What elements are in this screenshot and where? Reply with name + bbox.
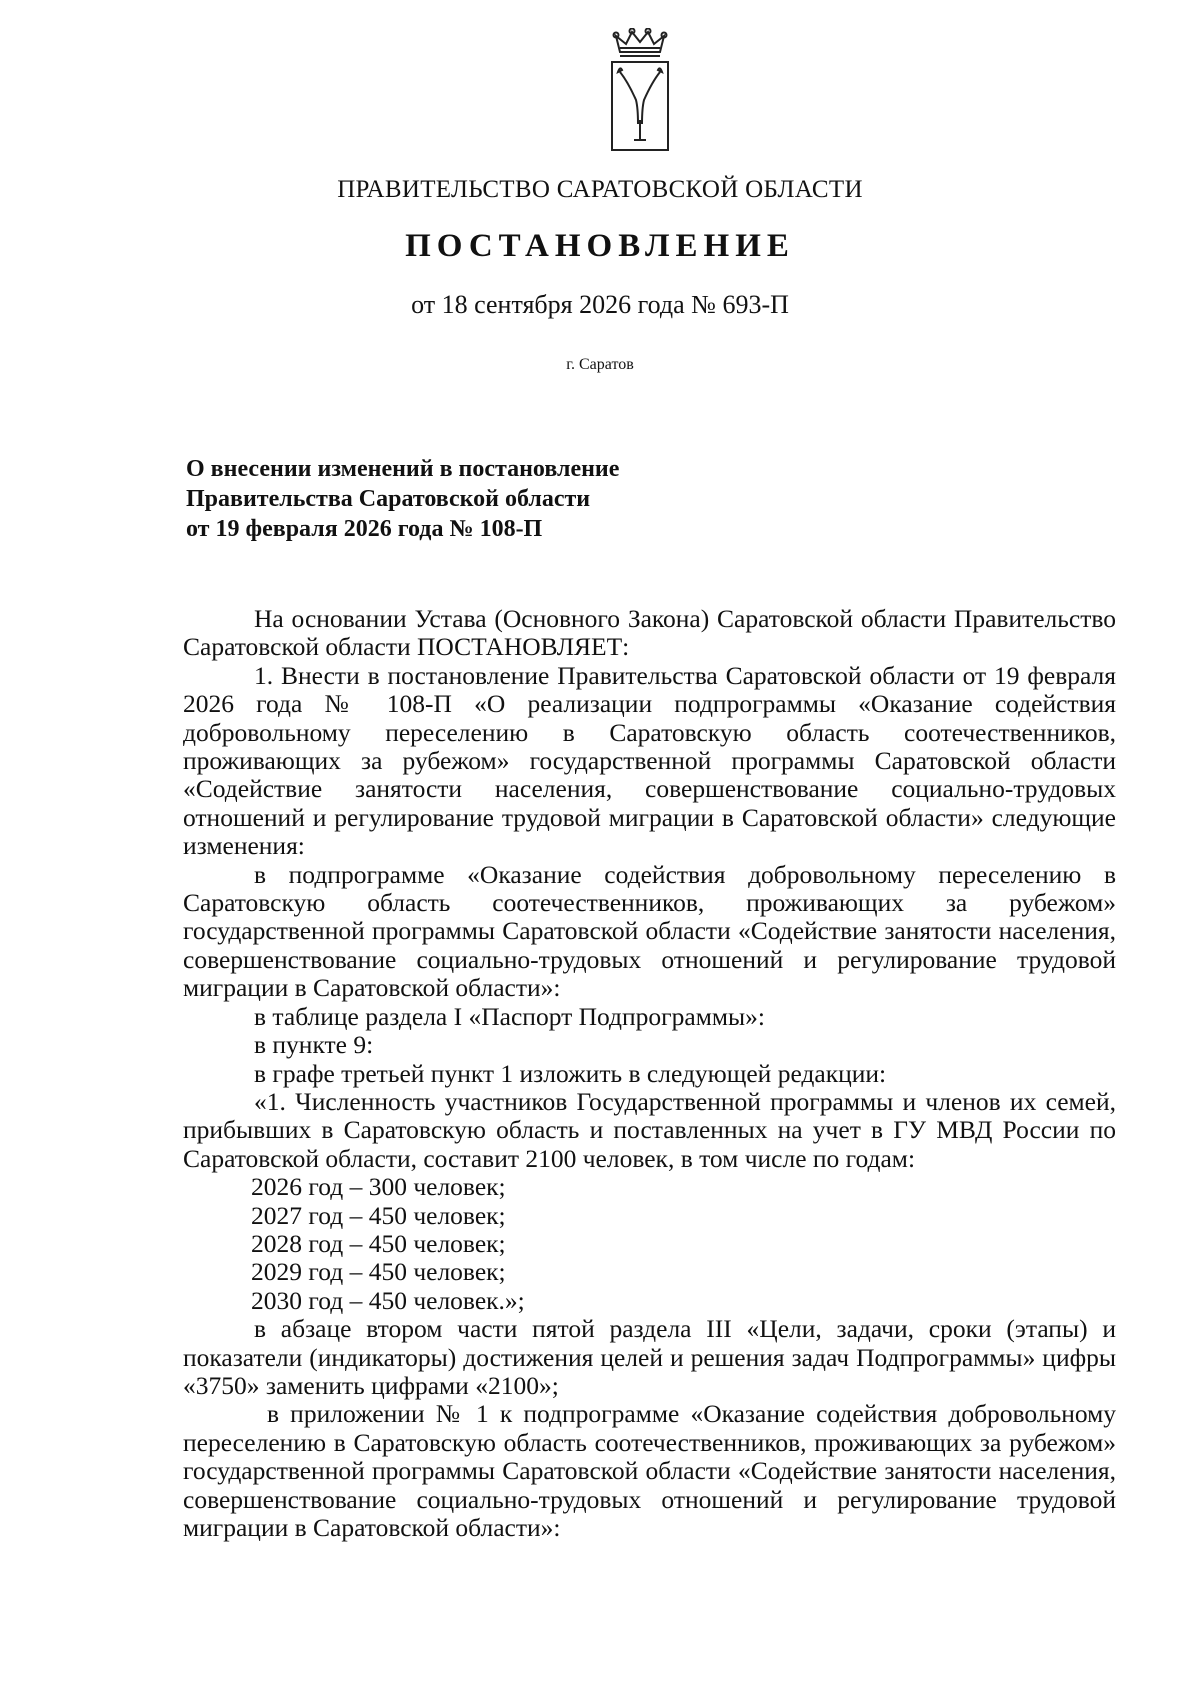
document-date-number: от 18 сентября 2026 года № 693-П xyxy=(411,290,789,319)
year-line: 2027 год – 450 человек; xyxy=(251,1200,506,1230)
document-title xyxy=(186,454,886,544)
paragraph-basis: На основании Устава (Основного Закона) Саратовской области Правительство Саратовской области ПОСТАНОВЛЯЕТ: xyxy=(183,604,1116,662)
paragraph-table-section: в таблице раздела I «Паспорт Подпрограммы»: xyxy=(254,1001,765,1031)
paragraph-item-1: 1. Внести в постановление Правительства Саратовской области от 19 февраля 2026 года № 108-П «О реализации подпрограммы «Оказание содействия добровольному переселению в Саратовскую область соотечественников, проживающих за рубежом» государственной программы Саратовской области «Содействие занятости населения, совершенствование социально-трудовых отношений и регулирование трудовой миграции в Саратовской области» следующие изменения: xyxy=(183,660,1116,861)
year-line: 2028 год – 450 человек; xyxy=(251,1228,506,1258)
title-line-3: от 19 февраля 2026 года № 108-П xyxy=(186,516,543,542)
document-type: ПОСТАНОВЛЕНИЕ xyxy=(405,228,795,264)
coat-of-arms-icon xyxy=(598,28,682,156)
paragraph-section-3: в абзаце втором части пятой раздела III «Цели, задачи, сроки (этапы) и показатели (индикаторы) достижения целей и решения задач Подпрограммы» цифры «3750» заменить цифрами «2100»; xyxy=(183,1314,1116,1400)
year-line: 2030 год – 450 человек.»; xyxy=(251,1285,525,1315)
document-body xyxy=(183,605,1116,1542)
title-line-2: Правительства Саратовской области xyxy=(186,486,591,512)
paragraph-column-three: в графе третьей пункт 1 изложить в следующей редакции: xyxy=(254,1058,887,1088)
paragraph-appendix-1: в приложении № 1 к подпрограмме «Оказание содействия добровольному переселению в Саратовскую область соотечественников, проживающих за рубежом» государственной программы Саратовской области «Содействие занятости населения, совершенствование социально-трудовых отношений и регулирование трудовой миграции в Саратовской области»: xyxy=(183,1399,1116,1542)
paragraph-quote-count: «1. Численность участников Государственной программы и членов их семей, прибывших в Саратовскую область и поставленных на учет в ГУ МВД России по Саратовской области, составит 2100 человек, в том числе по годам: xyxy=(183,1086,1116,1173)
document-city: г. Саратов xyxy=(566,356,634,373)
paragraph-subprogram: в подпрограмме «Оказание содействия добровольному переселению в Саратовскую область соотечественников, проживающих за рубежом» государственной программы Саратовской области «Содействие занятости населения, совершенствование социально-трудовых отношений и регулирование трудовой миграции в Саратовской области»: xyxy=(183,859,1116,1003)
government-name: ПРАВИТЕЛЬСТВО САРАТОВСКОЙ ОБЛАСТИ xyxy=(337,176,863,203)
year-line: 2026 год – 300 человек; xyxy=(251,1172,506,1202)
paragraph-point-9: в пункте 9: xyxy=(254,1030,374,1060)
title-line-1: О внесении изменений в постановление xyxy=(186,456,620,482)
year-line: 2029 год – 450 человек; xyxy=(251,1257,506,1287)
